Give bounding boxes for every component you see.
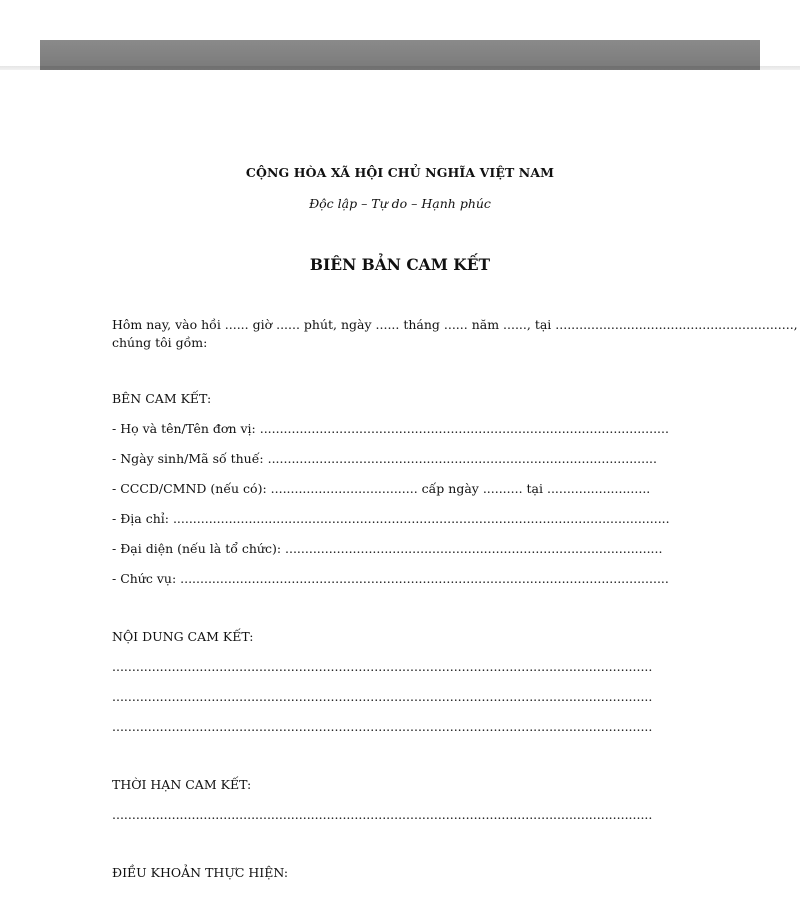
document-title: BIÊN BẢN CAM KẾT bbox=[309, 255, 491, 274]
content-line-3: ........................................................................................................................................ bbox=[112, 719, 653, 734]
party-heading: BÊN CAM KẾT: bbox=[112, 391, 212, 406]
content-line-2: ........................................................................................................................................ bbox=[112, 689, 653, 704]
intro-line-1: Hôm nay, vào hồi ...... giờ ...... phút, ngày ...... tháng ...... năm ......, tại ............................................................, bbox=[112, 317, 798, 332]
term-heading: THỜI HẠN CAM KẾT: bbox=[112, 777, 252, 792]
content-line-1: ........................................................................................................................................ bbox=[112, 659, 653, 674]
term-line: ........................................................................................................................................ bbox=[112, 807, 653, 822]
document-page bbox=[0, 70, 800, 900]
national-motto: Độc lập – Tự do – Hạnh phúc bbox=[309, 196, 491, 211]
field-address: - Địa chỉ: ............................................................................................................................. bbox=[112, 511, 670, 526]
intro-line-2: chúng tôi gồm: bbox=[112, 335, 208, 350]
field-position: - Chức vụ: ........................................................................................................................... bbox=[112, 571, 669, 586]
content-heading: NỘI DUNG CAM KẾT: bbox=[112, 629, 254, 644]
terms-heading: ĐIỀU KHOẢN THỰC HIỆN: bbox=[112, 865, 289, 880]
national-header: CỘNG HÒA XÃ HỘI CHỦ NGHĨA VIỆT NAM bbox=[245, 165, 555, 180]
field-representative: - Đại diện (nếu là tổ chức): ............................................................................................... bbox=[112, 541, 663, 556]
field-name: - Họ và tên/Tên đơn vị: ....................................................................................................... bbox=[112, 421, 669, 436]
field-birth-tax: - Ngày sinh/Mã số thuế: .................................................................................................. bbox=[112, 451, 658, 466]
field-id-card: - CCCD/CMND (nếu có): ..................................... cấp ngày .......... tại .......................... bbox=[112, 481, 651, 496]
